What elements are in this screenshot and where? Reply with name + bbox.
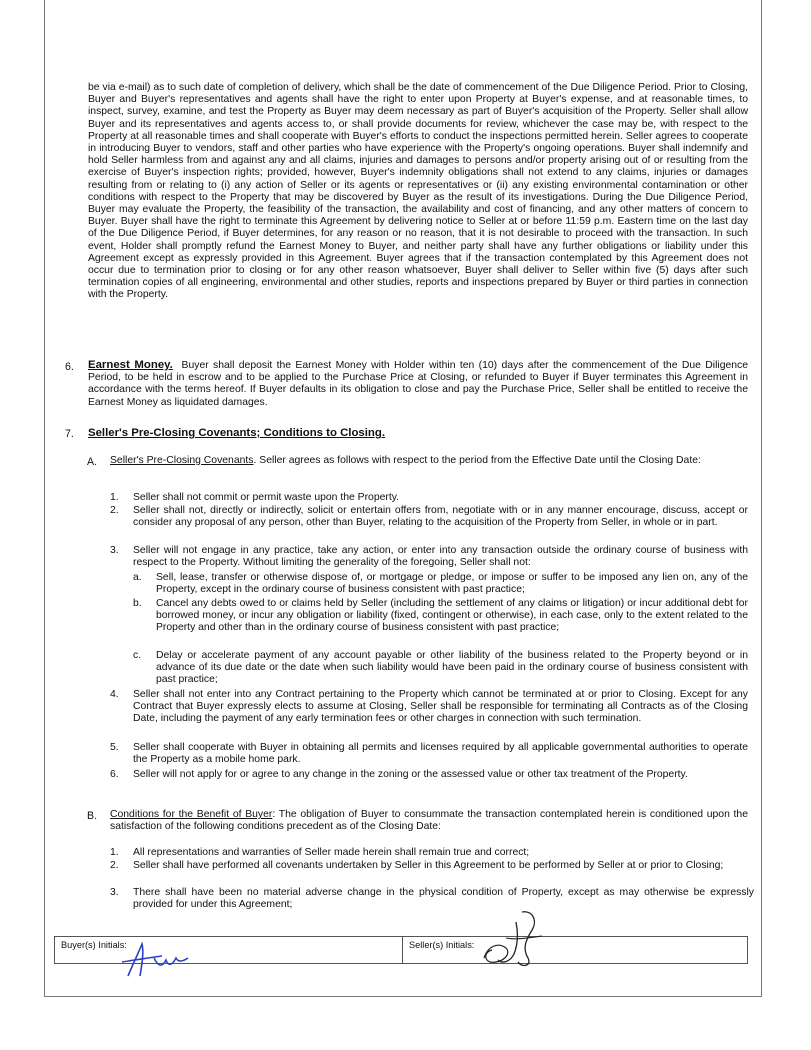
section-7b-letter: B. xyxy=(87,810,98,822)
subitem-letter: b. xyxy=(133,598,142,609)
covenant-number: 6. xyxy=(110,769,119,780)
subitem-text: Delay or accelerate payment of any account payable or other liability of the business related to the Property beyond or in advance of its due date or the date when such liability would have been paid in the ordinary course of business consistent with past practice; xyxy=(156,650,748,686)
condition-number: 3. xyxy=(110,887,119,898)
covenant-number: 4. xyxy=(110,689,119,700)
section-7a-letter: A. xyxy=(87,456,98,468)
subitem-text: Sell, lease, transfer or otherwise dispose of, or mortgage or pledge, or impose or suffer to be imposed any lien on, any of the Property, except in the ordinary course of business consistent with past practice; xyxy=(156,572,748,596)
section-5-continued-paragraph: be via e-mail) as to such date of completion of delivery, which shall be the date of commencement of the Due Diligence Period. Prior to Closing, Buyer and Buyer's representatives and agents shall have the right to enter upon Property at Buyer's expense, and at reasonable times, to inspect, survey, examine, and test the Property as Buyer may deem necessary as part of Buyer's acquisition of the Property. Seller shall allow Buyer and its representatives and agents access to, or shall provide documents for review, whichever the case may be, with respect to the Property at all reasonable times and shall cooperate with Buyer's efforts to conduct the inspections permitted herein. Seller agrees to cooperate in introducing Buyer to vendors, staff and other parties who have experience with the Property's ongoing operations. Buyer shall indemnify and hold Seller harmless from and against any and all claims, injuries and damages to persons and/or property arising out of or resulting from the exercise of Buyer's inspection rights; provided, however, Buyer's indemnity obligations shall not extend to any claims, injuries or damages resulting from or relating to (i) any action of Seller or its agents or representatives or (ii) any existing environmental contamination or other conditions with respect to the Property that may be discovered by Buyer as the result of its investigations. During the Due Diligence Period, Buyer may evaluate the Property, the feasibility of the transaction, the availability and cost of financing, and any other matters of concern to Buyer. Buyer shall have the right to terminate this Agreement by delivering notice to Seller at or before 11:59 p.m. Eastern time on the last day of the Due Diligence Period, if Buyer determines, for any reason or no reason, that it is not desirable to proceed with the transaction. In such event, Holder shall promptly refund the Earnest Money to Buyer, and neither party shall have any further obligations or liability under this Agreement except as expressly provided in this Agreement. Buyer agrees that if the transaction contemplated by this Agreement does not occur due to termination prior to closing or for any other reason whatsoever, Buyer shall deliver to Seller within five (5) days after such termination copies of all engineering, environmental and other studies, reports and inspections prepared by Buyer or third parties in connection with the Property. xyxy=(88,82,748,301)
section-6-text: Buyer shall deposit the Earnest Money with Holder within ten (10) days after the commencement of the Due Diligence Period, to be held in escrow and to be applied to the Purchase Price at Closing, or refunded to Buyer if Buyer terminates this Agreement in accordance with the terms hereof. If Buyer defaults in its obligation to close and pay the Purchase Price, Seller shall be entitled to receive the Earnest Money as liquidated damages. xyxy=(88,360,749,408)
section-7-heading: Seller's Pre-Closing Covenants; Conditions to Closing. xyxy=(88,427,385,439)
subitem-letter: c. xyxy=(133,650,142,661)
covenant-item-text: Seller shall not commit or permit waste upon the Property. xyxy=(133,492,400,503)
section-7b-text: : The obligation of Buyer to consummate the transaction contemplated herein is conditioned upon the satisfaction of the following conditions precedent as of the Closing Date: xyxy=(110,809,748,833)
covenant-number: 2. xyxy=(110,505,119,516)
covenant-number: 1. xyxy=(110,492,119,503)
section-6-number: 6. xyxy=(65,361,74,373)
condition-item-text: Seller shall have performed all covenants undertaken by Seller in this Agreement to be performed by Seller at or prior to Closing; xyxy=(133,860,724,871)
subitem-text: Cancel any debts owed to or claims held by Seller (including the settlement of any claims or litigation) or incur additional debt for borrowed money, or incur any obligation or liability (fixed, contingent or otherwise), in each case, only to the extent related to the Property and other than in the ordinary course of business consistent with past practice; xyxy=(156,598,748,634)
condition-number: 1. xyxy=(110,847,119,858)
covenant-item-text: Seller shall not, directly or indirectly, solicit or entertain offers from, negotiate with or in any manner encourage, discuss, accept or consider any proposal of any person, other than Buyer, relating to the acquisition of the Property from Seller, in whole or in part. xyxy=(133,505,748,529)
covenant-item-text: Seller shall cooperate with Buyer in obtaining all permits and licenses required by all applicable governmental authorities to operate the Property as a mobile home park. xyxy=(133,742,748,766)
section-6-paragraph xyxy=(88,359,748,409)
condition-item-text: There shall have been no material adverse change in the physical condition of Property, except as may otherwise be expressly provided for under this Agreement; xyxy=(133,887,754,911)
section-6-heading: Earnest Money. xyxy=(88,359,173,371)
seller-initials-label: Seller(s) Initials: xyxy=(409,940,475,950)
covenant-item-text: Seller shall not enter into any Contract pertaining to the Property which cannot be terminated at or prior to Closing. Except for any Contract that Buyer expressly elects to assume at Closing, Seller shall be responsible for terminating all Contracts as of the Closing Date, including the payment of any early termination fees or other charges in connection with such termination. xyxy=(133,689,748,725)
section-7b-heading: Conditions for the Benefit of Buyer xyxy=(110,809,273,820)
subitem-letter: a. xyxy=(133,572,142,583)
covenant-number: 5. xyxy=(110,742,119,753)
initials-divider xyxy=(402,937,403,963)
condition-number: 2. xyxy=(110,860,119,871)
section-7-number: 7. xyxy=(65,428,74,440)
covenant-number: 3. xyxy=(110,545,119,556)
condition-item-text: All representations and warranties of Seller made herein shall remain true and correct; xyxy=(133,847,530,858)
section-7b-intro xyxy=(110,809,748,833)
section-7a-text: . Seller agrees as follows with respect to the period from the Effective Date until the Closing Date: xyxy=(253,455,701,466)
buyer-initials-signature xyxy=(118,936,198,982)
seller-initials-signature xyxy=(476,908,552,970)
section-7a-intro xyxy=(110,455,748,467)
section-7a-heading: Seller's Pre-Closing Covenants xyxy=(110,455,254,466)
covenant-item-text: Seller will not engage in any practice, take any action, or enter into any transaction outside the ordinary course of business with respect to the Property. Without limiting the generality of the foregoing, Seller shall not: xyxy=(133,545,748,569)
buyer-initials-label: Buyer(s) Initials: xyxy=(61,940,127,950)
covenant-item-text: Seller will not apply for or agree to any change in the zoning or the assessed value or other tax treatment of the Property. xyxy=(133,769,688,780)
